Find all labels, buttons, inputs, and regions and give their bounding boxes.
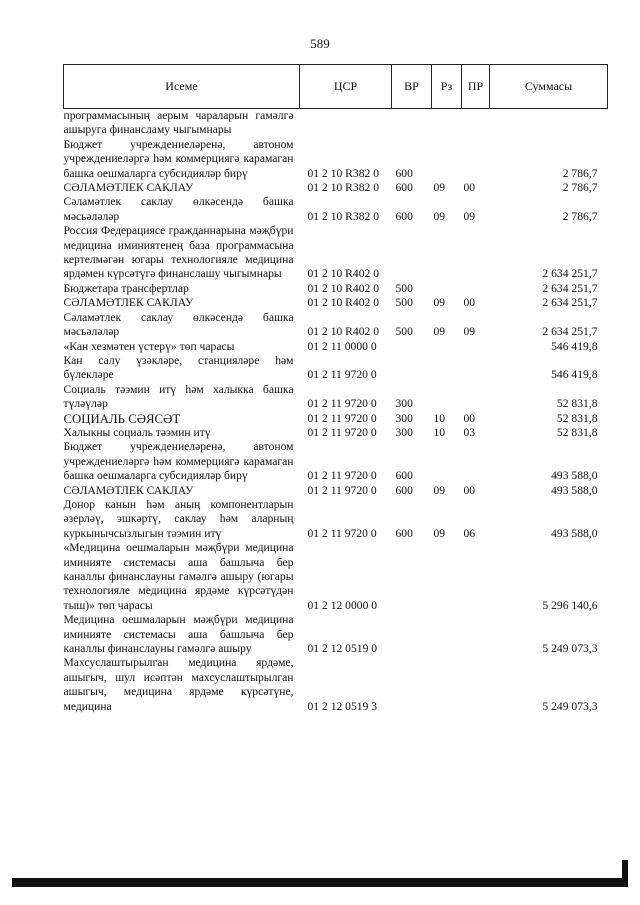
cell-name: «Медицина оешмаларын мәҗбүри медицина иминияте системасы аша башлыча бер каналлы финанслауны гамәлгә ашыру (югары технологияле медицина ярдәме күрсәтүдән тыш)» төп чарасы [63, 541, 294, 612]
table-row [64, 311, 608, 340]
header-csr: ЦСР [300, 65, 392, 109]
cell-vr [392, 109, 432, 138]
cell-pr [462, 440, 490, 483]
table-row [64, 484, 608, 498]
cell-vr [392, 541, 432, 613]
header-sum: Суммасы [490, 65, 608, 109]
header-pr: ПР [462, 65, 490, 109]
cell-vr: 300 [395, 411, 413, 425]
cell-sum: 5 249 073,3 [542, 699, 598, 713]
cell-csr: 01 2 10 R402 0 [307, 281, 379, 295]
cell-vr: 500 [395, 325, 413, 339]
cell-pr [462, 282, 490, 296]
cell-name: СӘЛАМӘТЛЕК САКЛАУ [63, 296, 194, 310]
cell-sum: 493 588,0 [551, 469, 598, 483]
cell-sum: 546 419,8 [551, 339, 598, 353]
cell-sum: 2 634 251,7 [542, 267, 598, 281]
cell-name: Медицина оешмаларын мәҗбүри медицина иминияте системасы аша башлыча бер каналлы финанслауны гамәлгә ашыру [63, 613, 294, 656]
table-row [64, 138, 608, 181]
cell-name: Бюджет учреждениеләренә, автоном учреждениеләргә һәм коммерциягә карамаган башка оешмаларга субсидияләр бирү [63, 137, 294, 180]
cell-sum: 2 786,7 [562, 166, 598, 180]
cell-pr [462, 354, 490, 383]
cell-sum: 2 634 251,7 [542, 296, 598, 310]
cell-name: СОЦИАЛЬ СӘЯСӘТ [63, 411, 181, 426]
cell-csr: 01 2 10 R402 0 [307, 267, 379, 281]
header-rz: Рз [432, 65, 462, 109]
cell-name: Кан салу үзәкләре, станцияләре һәм бүлекләре [63, 353, 294, 382]
cell-rz [432, 383, 462, 412]
scan-corner-mark [622, 860, 628, 887]
header-name: Исеме [64, 65, 300, 109]
cell-rz [432, 656, 462, 714]
cell-rz: 09 [433, 483, 446, 497]
cell-vr: 500 [395, 296, 413, 310]
cell-sum: 493 588,0 [551, 526, 598, 540]
cell-rz: 10 [433, 411, 446, 425]
cell-sum: 5 296 140,6 [542, 598, 598, 612]
cell-pr [462, 383, 490, 412]
cell-pr: 00 [463, 483, 476, 497]
cell-csr: 01 2 11 0000 0 [307, 339, 377, 353]
table-row [64, 296, 608, 310]
cell-name: Халыкны социаль тәэмин итү [63, 425, 211, 439]
cell-vr: 600 [395, 469, 413, 483]
table-row [64, 440, 608, 483]
cell-csr: 01 2 11 9720 0 [307, 425, 377, 439]
cell-vr [392, 656, 432, 714]
cell-pr [462, 224, 490, 282]
cell-sum: 2 786,7 [562, 209, 598, 223]
table-body [64, 109, 608, 715]
cell-sum: 493 588,0 [551, 483, 598, 497]
table-row [64, 613, 608, 656]
cell-csr: 01 2 12 0519 0 [307, 642, 378, 656]
page-number: 589 [310, 36, 330, 51]
table-row [64, 498, 608, 541]
cell-name: СӘЛАМӘТЛЕК САКЛАУ [63, 181, 194, 195]
cell-rz [432, 282, 462, 296]
cell-csr: 01 2 11 9720 0 [307, 469, 377, 483]
cell-vr [392, 340, 432, 354]
cell-sum: 546 419,8 [551, 368, 598, 382]
cell-name: Донор канын һәм аның компонентларын әзерләү, эшкәртү, саклау һәм аларның куркынычсызлыгын тәэмин итү [63, 497, 294, 540]
cell-vr: 600 [395, 181, 413, 195]
cell-name: программасының аерым чараларын гамәлгә ашыруга финансламу чыгымнары [63, 109, 294, 137]
cell-rz [432, 440, 462, 483]
cell-pr [462, 109, 490, 138]
cell-vr: 300 [395, 397, 413, 411]
table-row [64, 412, 608, 426]
cell-rz [432, 340, 462, 354]
cell-pr: 06 [463, 526, 476, 540]
cell-csr: 01 2 11 9720 0 [307, 483, 377, 497]
cell-csr: 01 2 10 R402 0 [307, 325, 379, 339]
cell-vr [392, 613, 432, 656]
cell-vr [392, 224, 432, 282]
cell-csr: 01 2 12 0519 3 [307, 699, 378, 713]
table-row [64, 354, 608, 383]
cell-pr [462, 613, 490, 656]
cell-name: СӘЛАМӘТЛЕК САКЛАУ [63, 483, 194, 497]
cell-pr [462, 138, 490, 181]
cell-pr: 00 [463, 181, 476, 195]
cell-sum [490, 109, 608, 138]
cell-csr: 01 2 11 9720 0 [307, 526, 377, 540]
cell-sum: 5 249 073,3 [542, 642, 598, 656]
cell-name: Сәламәтлек саклау өлкәсендә башка мәсьәләләр [63, 195, 294, 223]
cell-pr [462, 541, 490, 613]
cell-name: Махсуслаштырылган медицина ярдәме, ашыгыч, шул исәптән махсуслаштырылган ашыгыч, медицина ярдәме күрсәтүне, медицина [63, 656, 294, 713]
budget-table-container [63, 64, 607, 714]
cell-sum: 2 634 251,7 [542, 281, 598, 295]
cell-rz [432, 613, 462, 656]
table-row [64, 224, 608, 282]
header-vr: ВР [392, 65, 432, 109]
cell-csr: 01 2 11 9720 0 [307, 397, 377, 411]
cell-rz [432, 354, 462, 383]
table-row [64, 282, 608, 296]
cell-vr: 500 [395, 281, 413, 295]
cell-rz: 09 [433, 209, 446, 223]
table-row [64, 656, 608, 714]
cell-name: Сәламәтлек саклау өлкәсендә башка мәсьәләләр [63, 310, 294, 339]
cell-rz [432, 541, 462, 613]
cell-csr: 01 2 10 R382 0 [307, 209, 379, 223]
scan-bottom-border [12, 878, 628, 887]
cell-sum: 52 831,8 [556, 411, 598, 425]
cell-sum: 2 786,7 [562, 181, 598, 195]
cell-rz: 09 [433, 181, 446, 195]
cell-rz [432, 138, 462, 181]
cell-rz: 09 [433, 526, 446, 540]
table-row [64, 426, 608, 440]
table-row [64, 340, 608, 354]
cell-pr: 03 [463, 425, 476, 439]
cell-vr: 600 [395, 166, 413, 180]
cell-vr: 600 [395, 483, 413, 497]
cell-csr: 01 2 11 9720 0 [307, 411, 377, 425]
table-header [64, 65, 608, 109]
cell-name: Бюджетара трансфертлар [63, 281, 189, 295]
cell-csr: 01 2 10 R382 0 [307, 166, 379, 180]
cell-rz: 09 [433, 296, 446, 310]
table-row [64, 195, 608, 224]
table-row [64, 383, 608, 412]
budget-table [63, 64, 608, 714]
cell-pr: 09 [463, 325, 476, 339]
cell-csr: 01 2 10 R402 0 [307, 296, 379, 310]
cell-vr [392, 354, 432, 383]
cell-name: «Кан хезмәтен үстерү» төп чарасы [63, 339, 235, 353]
cell-pr: 00 [463, 411, 476, 425]
table-row [64, 109, 608, 138]
cell-name: Бюджет учреждениеләренә, автоном учреждениеләргә һәм коммерциягә карамаган башка оешмаларга субсидияләр бирү [63, 440, 294, 483]
cell-vr: 600 [395, 526, 413, 540]
cell-csr [300, 109, 392, 138]
cell-csr: 01 2 10 R382 0 [307, 181, 379, 195]
cell-sum: 52 831,8 [556, 397, 598, 411]
cell-name: Россия Федерациясе гражданнарына мәҗбүри медицина иминиятенең база программасына кертелмәгән югары технологияле медицина ярдәмен күрсәтүгә финанслашу чыгымнары [63, 224, 294, 281]
table-row [64, 181, 608, 195]
cell-csr: 01 2 11 9720 0 [307, 368, 377, 382]
table-row [64, 541, 608, 613]
cell-rz: 09 [433, 325, 446, 339]
cell-pr: 09 [463, 209, 476, 223]
cell-vr: 600 [395, 209, 413, 223]
cell-name: Социаль тәэмин итү һәм халыкка башка түләүләр [63, 382, 294, 411]
cell-vr: 300 [395, 425, 413, 439]
cell-pr [462, 656, 490, 714]
cell-rz [432, 109, 462, 138]
cell-sum: 52 831,8 [556, 425, 598, 439]
cell-pr: 00 [463, 296, 476, 310]
cell-pr [462, 340, 490, 354]
cell-rz [432, 224, 462, 282]
cell-rz: 10 [433, 425, 446, 439]
cell-csr: 01 2 12 0000 0 [307, 598, 378, 612]
cell-sum: 2 634 251,7 [542, 325, 598, 339]
